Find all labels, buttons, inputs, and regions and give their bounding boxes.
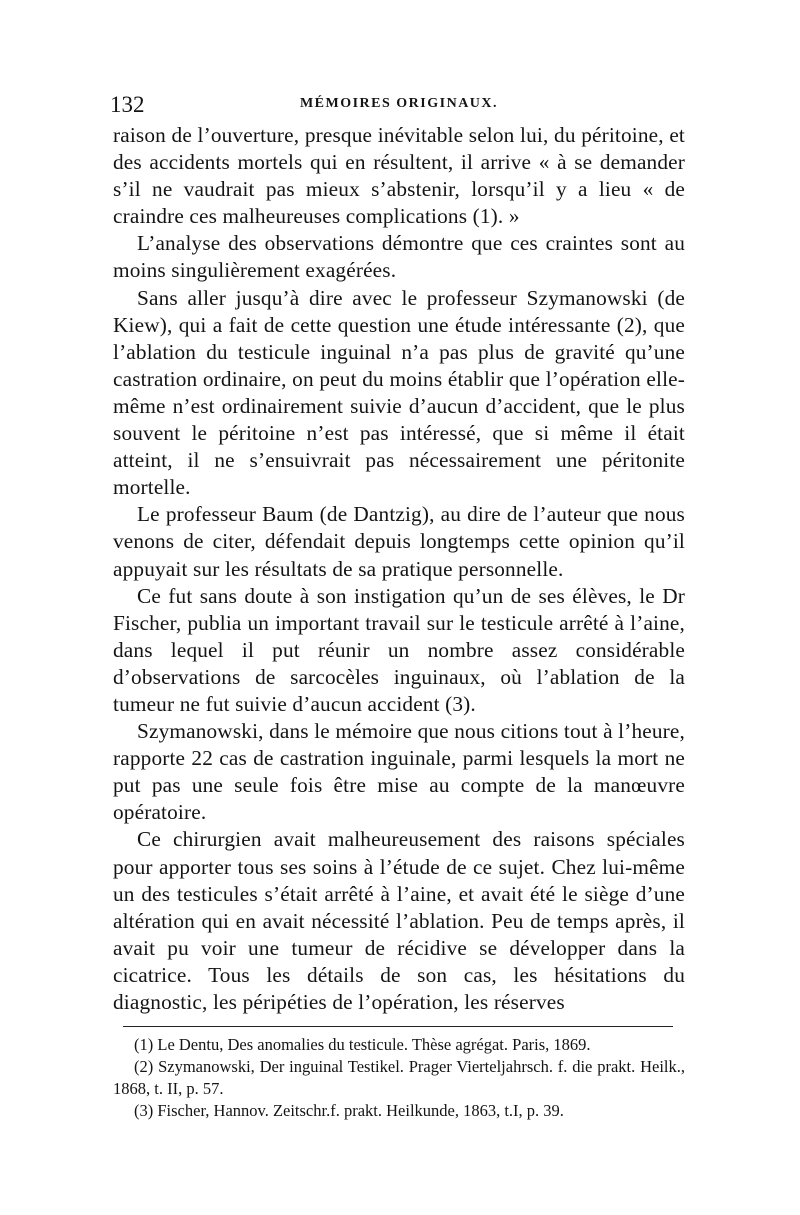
- paragraph: Sans aller jusqu’à dire avec le professeur Szymanowski (de Kiew), qui a fait de cette question une étude intéressante (2), que l’ablation du testicule inguinal n’a pas plus de gravité qu’une castration ordinaire, on peut du moins établir que l’opération elle-même n’est ordinairement suivie d’aucun d’accident, que le plus souvent le péritoine n’est pas intéressé, que si même il était atteint, il ne s’ensuivrait pas nécessairement une péritonite mortelle.: [113, 285, 685, 500]
- running-head: MÉMOIRES ORIGINAUX.: [299, 96, 499, 111]
- page-header: [110, 92, 685, 122]
- paragraph: Ce fut sans doute à son instigation qu’un de ses élèves, le Dr Fischer, publia un important travail sur le testicule arrêté à l’aine, dans lequel il put réunir un nombre assez considérable d’observations de sarcocèles inguinaux, où l’ablation de la tumeur ne fut suivie d’aucun accident (3).: [113, 583, 685, 716]
- paragraph: Le professeur Baum (de Dantzig), au dire de l’auteur que nous venons de citer, défendait depuis longtemps cette opinion qu’il appuyait sur les résultats de sa pratique personnelle.: [113, 502, 685, 581]
- page-number: 132: [110, 92, 145, 117]
- body-text: [113, 122, 685, 1016]
- paragraph: Ce chirurgien avait malheureusement des raisons spéciales pour apporter tous ses soins à l’étude de ce sujet. Chez lui-même un des testicules s’était arrêté à l’aine, et avait été le siège d’une altération qui en avait nécessité l’ablation. Peu de temps après, il avait pu voir une tumeur de récidive se développer dans la cicatrice. Tous les détails de son cas, les hésitations du diagnostic, les péripéties de l’opération, les réserves: [113, 827, 685, 1014]
- paragraph: raison de l’ouverture, presque inévitable selon lui, du péritoine, et des accidents mortels qui en résultent, il arrive « à se demander s’il ne vaudrait pas mieux s’abstenir, lorsqu’il y a lieu « de craindre ces malheureuses complications (1). »: [113, 123, 685, 229]
- footnotes: [113, 1026, 685, 1122]
- footnote: (2) Szymanowski, Der inguinal Testikel. Prager Vierteljahrsch. f. die prakt. Heilk., 1868, t. II, p. 57.: [113, 1057, 685, 1098]
- paragraph: L’analyse des observations démontre que ces craintes sont au moins singulièrement exagérées.: [113, 231, 685, 283]
- footnote: (3) Fischer, Hannov. Zeitschr.f. prakt. Heilkunde, 1863, t.I, p. 39.: [134, 1101, 564, 1120]
- footnote: (1) Le Dentu, Des anomalies du testicule. Thèse agrégat. Paris, 1869.: [134, 1035, 591, 1054]
- footnote-rule: [123, 1026, 673, 1027]
- paragraph: Szymanowski, dans le mémoire que nous citions tout à l’heure, rapporte 22 cas de castration inguinale, parmi lesquels la mort ne put pas une seule fois être mise au compte de la manœuvre opératoire.: [113, 719, 685, 825]
- page: [110, 92, 685, 1120]
